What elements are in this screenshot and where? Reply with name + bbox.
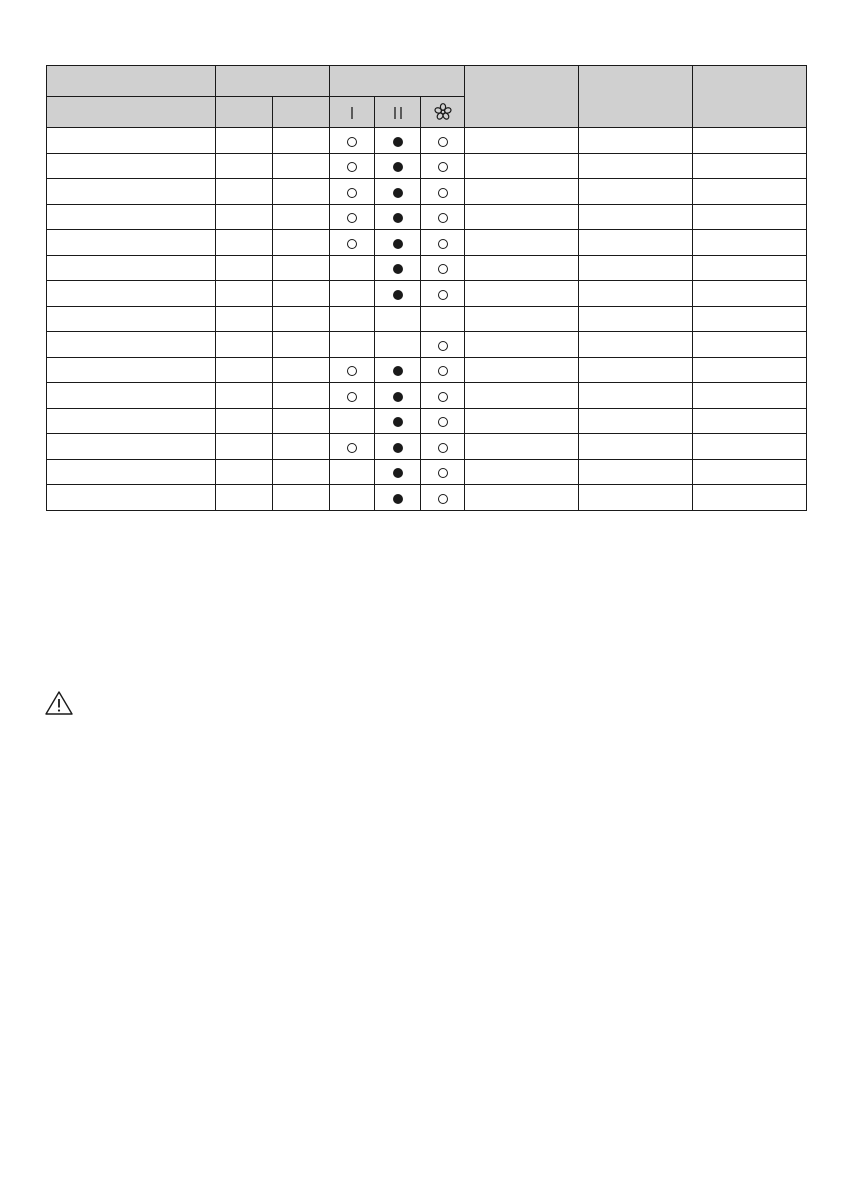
level-1-icon bbox=[347, 105, 357, 121]
filled-dot-icon bbox=[393, 213, 403, 223]
open-circle-icon bbox=[438, 290, 448, 300]
table-row bbox=[47, 255, 807, 281]
table-cell bbox=[579, 485, 693, 511]
table-cell bbox=[216, 332, 273, 358]
table-cell bbox=[47, 255, 216, 281]
table-cell bbox=[465, 281, 579, 307]
mode-flower-cell bbox=[421, 281, 465, 307]
open-circle-icon bbox=[347, 443, 357, 453]
open-circle-icon bbox=[347, 137, 357, 147]
mode-level-2-cell bbox=[375, 408, 421, 434]
table-cell bbox=[47, 306, 216, 332]
table-cell bbox=[579, 255, 693, 281]
table-row bbox=[47, 459, 807, 485]
table-cell bbox=[47, 459, 216, 485]
mode-flower-cell bbox=[421, 128, 465, 154]
open-circle-icon bbox=[438, 162, 448, 172]
table-cell bbox=[693, 204, 807, 230]
table-cell bbox=[693, 306, 807, 332]
table-row bbox=[47, 153, 807, 179]
open-circle-icon bbox=[438, 213, 448, 223]
filled-dot-icon bbox=[393, 264, 403, 274]
table-cell bbox=[579, 332, 693, 358]
open-circle-icon bbox=[438, 468, 448, 478]
header-cell bbox=[47, 97, 216, 128]
table-cell bbox=[465, 383, 579, 409]
table-cell bbox=[216, 281, 273, 307]
table-row bbox=[47, 357, 807, 383]
table-cell bbox=[273, 306, 330, 332]
warning-triangle-icon bbox=[44, 690, 74, 716]
table-cell bbox=[216, 179, 273, 205]
table-cell bbox=[693, 128, 807, 154]
table-row bbox=[47, 434, 807, 460]
table-cell bbox=[465, 434, 579, 460]
open-circle-icon bbox=[347, 392, 357, 402]
table-row bbox=[47, 383, 807, 409]
table-cell bbox=[579, 153, 693, 179]
header-cell bbox=[47, 66, 216, 97]
table-cell bbox=[47, 153, 216, 179]
mode-level-1-cell bbox=[330, 255, 375, 281]
table-cell bbox=[47, 128, 216, 154]
mode-flower-header bbox=[421, 97, 465, 128]
table-cell bbox=[579, 128, 693, 154]
table-cell bbox=[47, 230, 216, 256]
table-cell bbox=[273, 408, 330, 434]
open-circle-icon bbox=[438, 494, 448, 504]
mode-flower-cell bbox=[421, 153, 465, 179]
filled-dot-icon bbox=[393, 188, 403, 198]
header-cell bbox=[216, 66, 330, 97]
table-cell bbox=[465, 357, 579, 383]
mode-level-2-cell bbox=[375, 459, 421, 485]
open-circle-icon bbox=[347, 213, 357, 223]
open-circle-icon bbox=[438, 443, 448, 453]
mode-level-2-cell bbox=[375, 153, 421, 179]
table-cell bbox=[579, 408, 693, 434]
table-cell bbox=[693, 357, 807, 383]
table-cell bbox=[47, 179, 216, 205]
open-circle-icon bbox=[438, 264, 448, 274]
open-circle-icon bbox=[438, 188, 448, 198]
open-circle-icon bbox=[347, 188, 357, 198]
table-cell bbox=[216, 306, 273, 332]
table-cell bbox=[47, 434, 216, 460]
table-cell bbox=[693, 408, 807, 434]
table-cell bbox=[579, 434, 693, 460]
table-cell bbox=[273, 204, 330, 230]
table-cell bbox=[465, 306, 579, 332]
filled-dot-icon bbox=[393, 366, 403, 376]
table-cell bbox=[693, 255, 807, 281]
mode-flower-cell bbox=[421, 408, 465, 434]
table-cell bbox=[47, 485, 216, 511]
table-cell bbox=[47, 281, 216, 307]
mode-level-1-cell bbox=[330, 230, 375, 256]
mode-level-1-cell bbox=[330, 128, 375, 154]
table-cell bbox=[273, 128, 330, 154]
open-circle-icon bbox=[438, 417, 448, 427]
table-cell bbox=[579, 459, 693, 485]
filled-dot-icon bbox=[393, 468, 403, 478]
open-circle-icon bbox=[438, 239, 448, 249]
filled-dot-icon bbox=[393, 239, 403, 249]
filled-dot-icon bbox=[393, 290, 403, 300]
settings-table bbox=[46, 65, 807, 511]
table-cell bbox=[216, 230, 273, 256]
table-cell bbox=[465, 332, 579, 358]
mode-flower-cell bbox=[421, 255, 465, 281]
open-circle-icon bbox=[438, 137, 448, 147]
filled-dot-icon bbox=[393, 417, 403, 427]
table-cell bbox=[465, 408, 579, 434]
table-cell bbox=[465, 255, 579, 281]
header-row-1 bbox=[47, 66, 807, 97]
table-cell bbox=[216, 459, 273, 485]
table-row bbox=[47, 204, 807, 230]
mode-flower-cell bbox=[421, 204, 465, 230]
flower-icon bbox=[433, 102, 453, 122]
mode-level-1-cell bbox=[330, 306, 375, 332]
mode-level-1-cell bbox=[330, 434, 375, 460]
header-cell-modes bbox=[330, 66, 465, 97]
mode-flower-cell bbox=[421, 332, 465, 358]
table-cell bbox=[693, 459, 807, 485]
table-cell bbox=[216, 153, 273, 179]
table-cell bbox=[273, 383, 330, 409]
table-cell bbox=[579, 383, 693, 409]
table-cell bbox=[216, 434, 273, 460]
mode-flower-cell bbox=[421, 179, 465, 205]
mode-level-1-cell bbox=[330, 383, 375, 409]
table-cell bbox=[273, 281, 330, 307]
table-cell bbox=[579, 179, 693, 205]
table-row bbox=[47, 179, 807, 205]
mode-level-1-cell bbox=[330, 204, 375, 230]
table-cell bbox=[273, 485, 330, 511]
mode-level-1-cell bbox=[330, 179, 375, 205]
mode-level-2-cell bbox=[375, 204, 421, 230]
header-cell bbox=[693, 66, 807, 128]
table-cell bbox=[216, 204, 273, 230]
filled-dot-icon bbox=[393, 494, 403, 504]
mode-flower-cell bbox=[421, 434, 465, 460]
table-cell bbox=[465, 204, 579, 230]
mode-level-2-cell bbox=[375, 128, 421, 154]
mode-level-2-cell bbox=[375, 255, 421, 281]
table-cell bbox=[579, 306, 693, 332]
table-cell bbox=[693, 179, 807, 205]
mode-level-2-cell bbox=[375, 306, 421, 332]
mode-level-1-cell bbox=[330, 459, 375, 485]
table-cell bbox=[465, 179, 579, 205]
table-cell bbox=[465, 485, 579, 511]
mode-level-2-cell bbox=[375, 179, 421, 205]
table-cell bbox=[465, 459, 579, 485]
mode-level-1-cell bbox=[330, 281, 375, 307]
table-cell bbox=[216, 408, 273, 434]
table-cell bbox=[216, 383, 273, 409]
table-cell bbox=[273, 434, 330, 460]
mode-level-2-cell bbox=[375, 281, 421, 307]
table-cell bbox=[693, 281, 807, 307]
table-row bbox=[47, 408, 807, 434]
table-cell bbox=[465, 153, 579, 179]
mode-flower-cell bbox=[421, 383, 465, 409]
table-cell bbox=[216, 255, 273, 281]
mode-level-2-header bbox=[375, 97, 421, 128]
open-circle-icon bbox=[347, 366, 357, 376]
mode-level-2-cell bbox=[375, 434, 421, 460]
mode-level-2-cell bbox=[375, 230, 421, 256]
table-row bbox=[47, 332, 807, 358]
table-cell bbox=[47, 357, 216, 383]
mode-level-1-cell bbox=[330, 332, 375, 358]
open-circle-icon bbox=[347, 239, 357, 249]
table-cell bbox=[216, 485, 273, 511]
open-circle-icon bbox=[438, 366, 448, 376]
table-cell bbox=[47, 332, 216, 358]
mode-flower-cell bbox=[421, 357, 465, 383]
filled-dot-icon bbox=[393, 392, 403, 402]
table-cell bbox=[465, 128, 579, 154]
table-cell bbox=[579, 204, 693, 230]
mode-flower-cell bbox=[421, 459, 465, 485]
table-cell bbox=[273, 459, 330, 485]
table-cell bbox=[47, 383, 216, 409]
table-cell bbox=[693, 153, 807, 179]
filled-dot-icon bbox=[393, 137, 403, 147]
header-cell bbox=[579, 66, 693, 128]
table-row bbox=[47, 485, 807, 511]
mode-flower-cell bbox=[421, 306, 465, 332]
table-cell bbox=[579, 357, 693, 383]
table-cell bbox=[693, 383, 807, 409]
mode-level-1-cell bbox=[330, 357, 375, 383]
table-cell bbox=[693, 332, 807, 358]
table-cell bbox=[273, 255, 330, 281]
mode-level-1-cell bbox=[330, 153, 375, 179]
open-circle-icon bbox=[347, 162, 357, 172]
header-cell bbox=[465, 66, 579, 128]
mode-level-1-cell bbox=[330, 485, 375, 511]
table-cell bbox=[216, 128, 273, 154]
table-row bbox=[47, 306, 807, 332]
mode-level-2-cell bbox=[375, 485, 421, 511]
table-cell bbox=[273, 332, 330, 358]
table-cell bbox=[693, 230, 807, 256]
open-circle-icon bbox=[438, 392, 448, 402]
filled-dot-icon bbox=[393, 443, 403, 453]
table-cell bbox=[273, 230, 330, 256]
table-cell bbox=[273, 153, 330, 179]
mode-flower-cell bbox=[421, 485, 465, 511]
table-cell bbox=[579, 281, 693, 307]
header-cell bbox=[216, 97, 273, 128]
mode-level-1-header bbox=[330, 97, 375, 128]
mode-level-2-cell bbox=[375, 332, 421, 358]
level-2-icon bbox=[391, 105, 405, 121]
mode-level-2-cell bbox=[375, 357, 421, 383]
table-cell bbox=[47, 408, 216, 434]
header-cell bbox=[273, 97, 330, 128]
table-cell bbox=[216, 357, 273, 383]
mode-level-1-cell bbox=[330, 408, 375, 434]
table-cell bbox=[47, 204, 216, 230]
table-row bbox=[47, 281, 807, 307]
mode-flower-cell bbox=[421, 230, 465, 256]
table-body bbox=[47, 128, 807, 511]
table-cell bbox=[273, 179, 330, 205]
table-cell bbox=[693, 485, 807, 511]
table-cell bbox=[465, 230, 579, 256]
mode-level-2-cell bbox=[375, 383, 421, 409]
table-row bbox=[47, 128, 807, 154]
table-cell bbox=[693, 434, 807, 460]
table-row bbox=[47, 230, 807, 256]
filled-dot-icon bbox=[393, 162, 403, 172]
open-circle-icon bbox=[438, 341, 448, 351]
table-cell bbox=[273, 357, 330, 383]
table-cell bbox=[579, 230, 693, 256]
